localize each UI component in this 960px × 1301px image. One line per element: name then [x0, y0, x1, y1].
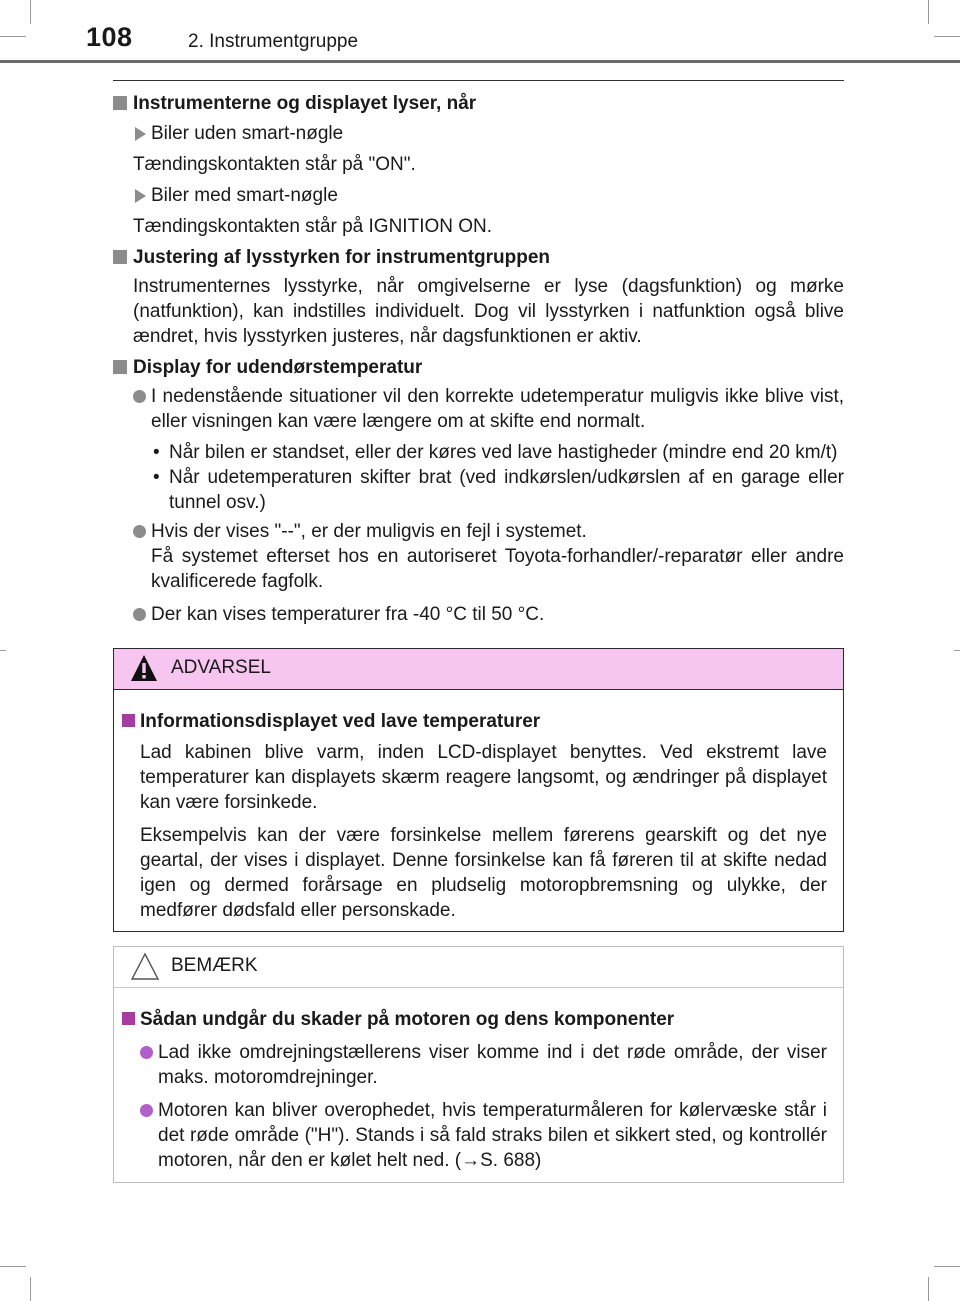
section-heading: Display for udendørstemperatur [113, 355, 844, 380]
notice-box-title: BEMÆRK [171, 955, 258, 976]
bullet-icon: • [153, 467, 160, 488]
notice-box-header [114, 947, 843, 988]
list-item: • Når bilen er standset, eller der køres ved lave hastigheder (mindre end 20 km/t) [153, 442, 838, 463]
warning-box-header [114, 649, 843, 690]
square-bullet-icon [122, 1012, 135, 1025]
list-item: • Når udetemperaturen skifter brat (ved indkørslen/udkørslen af en garage eller tunnel osv.) [153, 467, 844, 513]
sub-item: Biler med smart-nøgle [133, 183, 844, 208]
section-heading: Instrumenterne og displayet lyser, når [113, 91, 844, 116]
sub-item: Biler uden smart-nøgle [133, 121, 844, 146]
crop-mark [30, 1277, 31, 1301]
crop-mark [0, 1266, 26, 1267]
circle-bullet-icon [133, 390, 146, 403]
section-heading: Justering af lysstyrken for instrumentgruppen [113, 245, 844, 270]
warning-box [113, 648, 844, 932]
crop-mark [934, 1266, 960, 1267]
bullet-icon: • [153, 442, 160, 463]
warning-box-body [114, 690, 843, 923]
crop-mark [0, 650, 6, 651]
crop-mark [954, 650, 960, 651]
circle-bullet-icon [140, 1104, 153, 1117]
square-bullet-icon [113, 96, 127, 110]
paragraph: Tændingskontakten står på "ON". [133, 154, 416, 175]
circle-bullet-icon [140, 1046, 153, 1059]
warning-box-title: ADVARSEL [171, 657, 271, 678]
square-bullet-icon [113, 360, 127, 374]
circle-bullet-icon [133, 608, 146, 621]
warning-triangle-icon [130, 653, 158, 683]
main-content [113, 89, 844, 627]
paragraph: Eksempelvis kan der være forsinkelse mellem førerens gearskift og det nye geartal, der vises i displayet. Denne forsinkelse kan få føreren til at skifte nedad igen og dermed forårsage en pludselig motoropbremsning og ulykke, der medfører dødsfald eller personskade. [140, 825, 827, 921]
crop-mark [928, 1277, 929, 1301]
caution-triangle-icon [130, 951, 160, 981]
box-heading: Informationsdisplayet ved lave temperaturer [122, 709, 827, 734]
list-item: Motoren kan bliver overophedet, hvis temperaturmåleren for kølervæske står i det røde område ("H"). Stands i så fald straks bilen et sikkert sted, og kontrollér motoren, når den er kølet helt ned. (→S. 688) [140, 1098, 827, 1173]
square-bullet-icon [122, 714, 135, 727]
chapter-title: 2. Instrumentgruppe [188, 31, 359, 52]
paragraph: Instrumenternes lysstyrke, når omgivelserne er lyse (dagsfunktion) og mørke (natfunktion), kan indstilles individuelt. Dog vil lysstyrken i natfunktion også blive ændret, hvis lysstyrken justeres, når dagsfunktionen er aktiv. [133, 276, 844, 347]
circle-bullet-icon [133, 525, 146, 538]
page-header [0, 0, 960, 64]
section-rule [113, 80, 844, 81]
paragraph: Lad kabinen blive varm, inden LCD-displayet benyttes. Ved ekstremt lave temperaturer kan displayets skærm reagere langsomt, og ændringer på displayet kan være forsinkede. [140, 742, 827, 813]
list-item: Der kan vises temperaturer fra -40 °C til 50 °C. [133, 602, 844, 627]
triangle-bullet-icon [135, 189, 146, 203]
page-number: 108 [86, 22, 133, 52]
triangle-bullet-icon [135, 127, 146, 141]
notice-box-body [114, 988, 843, 1173]
header-rule [0, 60, 960, 63]
square-bullet-icon [113, 250, 127, 264]
notice-box [113, 946, 844, 1183]
list-item: Lad ikke omdrejningstællerens viser komme ind i det røde område, der viser maks. motoromdrejninger. [140, 1040, 827, 1090]
list-item: I nedenstående situationer vil den korrekte udetemperatur muligvis ikke blive vist, eller visningen kan være længere om at skifte end normalt. [133, 384, 844, 434]
box-heading: Sådan undgår du skader på motoren og dens komponenter [122, 1007, 827, 1032]
paragraph: Tændingskontakten står på IGNITION ON. [133, 216, 493, 237]
list-item: Hvis der vises "--", er der muligvis en fejl i systemet. Få systemet efterset hos en autoriseret Toyota-forhandler/-reparatør eller andre kvalificerede fagfolk. [133, 519, 844, 594]
